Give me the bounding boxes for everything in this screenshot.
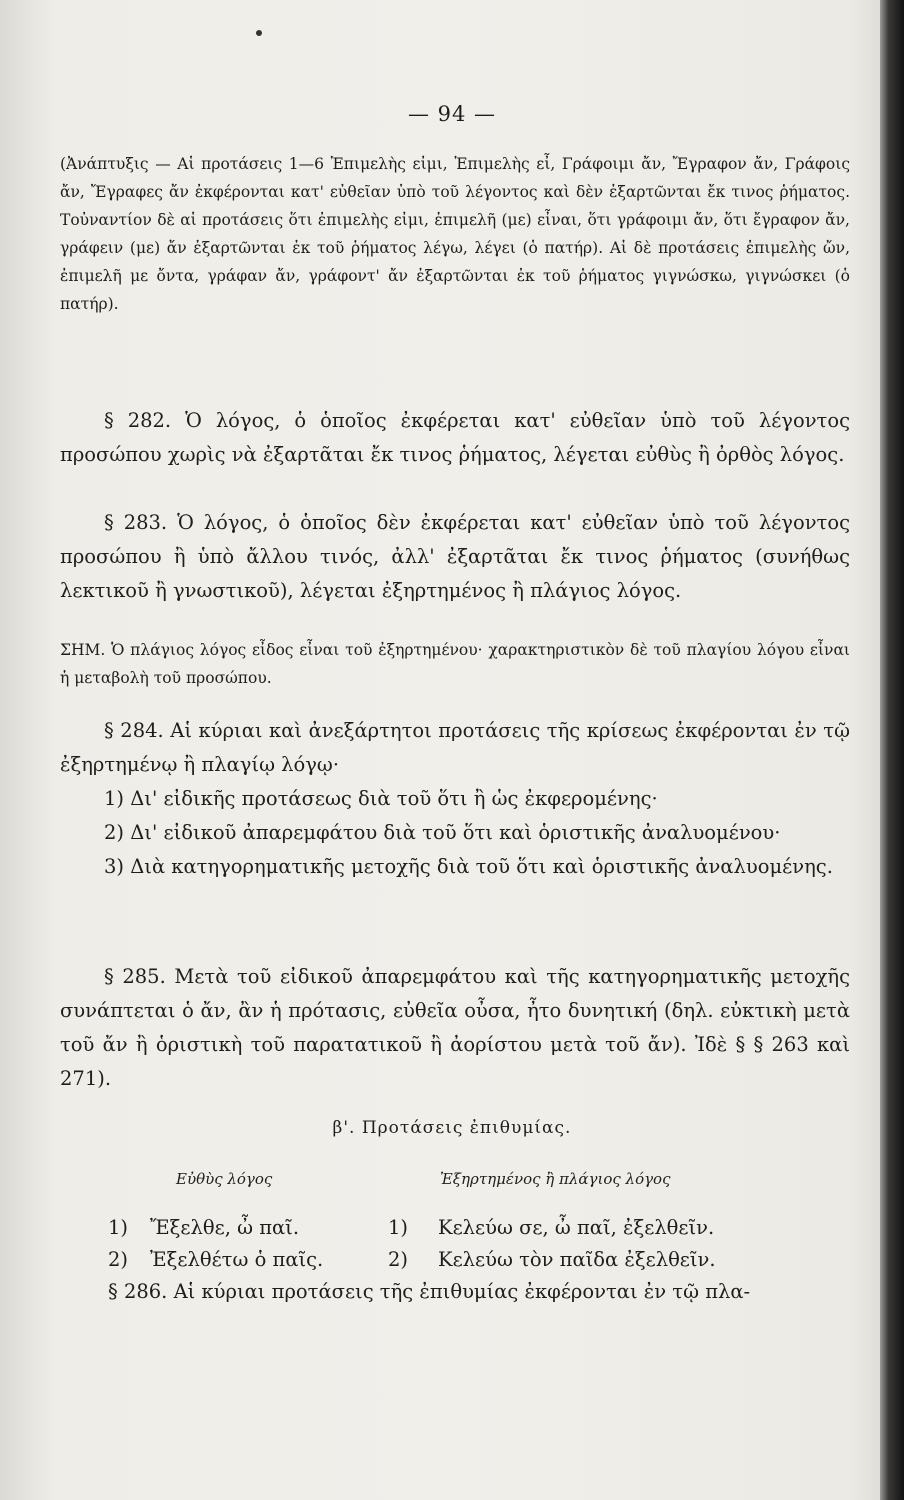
- section-283: [60, 506, 850, 608]
- section-284-text: § 284. Αἱ κύριαι καὶ ἀνεξάρτητοι προτάσεις τῆς κρίσεως ἐκφέρονται ἐν τῷ ἐξηρτημένῳ ἢ πλαγίῳ λόγῳ·: [60, 719, 850, 776]
- section-283-text: § 283. Ὁ λόγος, ὁ ὁποῖος δὲν ἐκφέρεται κατ' εὐθεῖαν ὑπὸ τοῦ λέγοντος προσώπου ἢ ὑπὸ ἄλλου τινός, ἀλλ' ἐξαρτᾶται ἔκ τινος ῥήματος (συνήθως λεκτικοῦ ἢ γνωστικοῦ), λέγεται ἐξηρτημένος ἢ πλάγιος λόγος.: [60, 511, 850, 602]
- section-286-text: § 286. Αἱ κύριαι προτάσεις τῆς ἐπιθυμίας ἐκφέρονται ἐν τῷ πλα-: [108, 1280, 751, 1303]
- list-item: 3) Διὰ κατηγορηματικῆς μετοχῆς διὰ τοῦ ὅτι καὶ ὁριστικῆς ἀναλυομένης.: [104, 855, 833, 878]
- example-num-right: 1): [388, 1216, 409, 1239]
- example-direct: Ἐξελθέτω ὁ παῖς.: [150, 1248, 324, 1271]
- example-indirect: Κελεύω τὸν παῖδα ἐξελθεῖν.: [438, 1248, 716, 1271]
- subheading: β'. Προτάσεις ἐπιθυμίας.: [332, 1118, 572, 1138]
- section-285-text: § 285. Μετὰ τοῦ εἰδικοῦ ἀπαρεμφάτου καὶ τῆς κατηγορηματικῆς μετοχῆς συνάπτεται ὁ ἄν, ἂν ἡ πρότασις, εὐθεῖα οὖσα, ἦτο δυνητική (δηλ. εὐκτικὴ μετὰ τοῦ ἄν ἢ ὁριστικὴ τοῦ παρατατικοῦ ἢ ἀορίστου μετὰ τοῦ ἄν). Ἰδὲ § § 263 καὶ 271).: [60, 965, 850, 1090]
- example-num-left: 2): [108, 1248, 129, 1271]
- section-285: [60, 960, 850, 1096]
- intro-text: (Ἀνάπτυξις — Αἱ προτάσεις 1—6 Ἐπιμελὴς εἰμι, Ἐπιμελὴς εἶ, Γράφοιμι ἄν, Ἔγραφον ἄν, Γράφοις ἄν, Ἔγραφες ἄν ἐκφέρονται κατ' εὐθεῖαν ὑπὸ τοῦ λέγοντος καὶ δὲν ἐξαρτῶνται ἔκ τινος ῥήματος. Τοὐναντίον δὲ αἱ προτάσεις ὅτι ἐπιμελὴς εἰμι, ἐπιμελῆ (με) εἶναι, ὅτι γράφοιμι ἄν, ὅτι ἔγραφον ἄν, γράφειν (με) ἄν ἐξαρτῶνται ἐκ τοῦ ῥήματος λέγω, λέγει (ὁ πατήρ). Αἱ δὲ προτάσεις ἐπιμελὴς ὤν, ἐπιμελῆ με ὄντα, γράφαν ἄν, γράφοντ' ἄν ἐξαρτῶνται ἐκ τοῦ ῥήματος γιγνώσκω, γιγνώσκει (ὁ πατήρ).: [60, 155, 850, 313]
- example-direct: Ἔξελθε, ὦ παῖ.: [150, 1216, 300, 1239]
- example-indirect: Κελεύω σε, ὦ παῖ, ἐξελθεῖν.: [438, 1216, 715, 1239]
- column-header-direct: Εὐθὺς λόγος: [176, 1170, 273, 1188]
- list-item: 2) Δι' εἰδικοῦ ἀπαρεμφάτου διὰ τοῦ ὅτι καὶ ὁριστικῆς ἀναλυομένου·: [104, 821, 781, 844]
- section-284: [60, 714, 850, 884]
- example-num-right: 2): [388, 1248, 409, 1271]
- column-header-indirect: Ἐξηρτημένος ἢ πλάγιος λόγος: [440, 1170, 671, 1188]
- example-num-left: 1): [108, 1216, 129, 1239]
- ink-spot: [256, 30, 262, 36]
- section-282-text: § 282. Ὁ λόγος, ὁ ὁποῖος ἐκφέρεται κατ' εὐθεῖαν ὑπὸ τοῦ λέγοντος προσώπου χωρὶς νὰ ἐξαρτᾶται ἔκ τινος ῥήματος, λέγεται εὐθὺς ἢ ὀρθὸς λόγος.: [60, 409, 850, 466]
- list-item: 1) Δι' εἰδικῆς προτάσεως διὰ τοῦ ὅτι ἢ ὡς ἐκφερομένης·: [104, 787, 658, 810]
- page-edge-shadow: [880, 0, 904, 1500]
- note: [60, 636, 850, 692]
- page-number: — 94 —: [407, 102, 497, 126]
- section-282: [60, 404, 850, 472]
- intro-paragraph: [60, 150, 850, 318]
- note-text: ΣΗΜ. Ὁ πλάγιος λόγος εἶδος εἶναι τοῦ ἐξηρτημένου· χαρακτηριστικὸν δὲ τοῦ πλαγίου λόγου εἶναι ἡ μεταβολὴ τοῦ προσώπου.: [60, 641, 850, 687]
